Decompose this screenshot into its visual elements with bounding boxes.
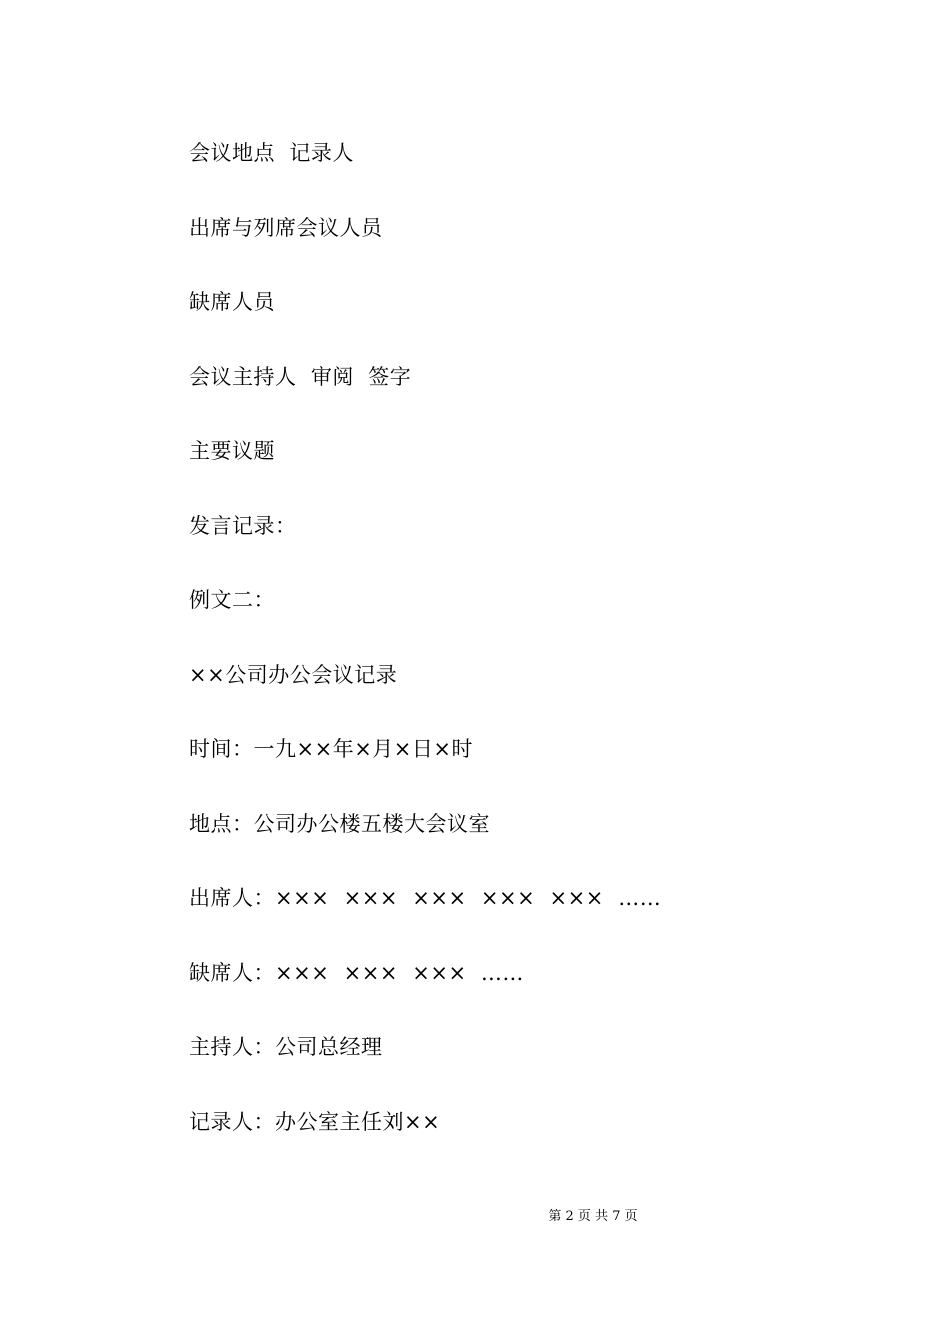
absentees-line: 缺席人员 <box>189 290 275 314</box>
record-title: ××公司办公会议记录 <box>189 662 398 687</box>
speech-record-line: 发言记录： <box>189 513 297 538</box>
present-line: 出席人：××× ××× ××× ××× ××× …… <box>189 886 662 910</box>
time-line: 时间：一九××年×月×日×时 <box>189 737 473 761</box>
main-topics-line: 主要议题 <box>189 439 275 463</box>
host-review-sign-line: 会议主持人 审阅 签字 <box>189 364 412 389</box>
recorder-line: 记录人：办公室主任刘×× <box>189 1109 441 1134</box>
example-two-heading: 例文二： <box>189 588 275 612</box>
meeting-location-recorder-line: 会议地点 记录人 <box>189 141 354 165</box>
absent-line: 缺席人：××× ××× ××× …… <box>189 960 524 985</box>
attendees-line: 出席与列席会议人员 <box>189 215 383 240</box>
location-line: 地点：公司办公楼五楼大会议室 <box>189 811 490 836</box>
host-line: 主持人：公司总经理 <box>189 1035 383 1059</box>
page-number-footer: 第 2 页 共 7 页 <box>548 1209 638 1224</box>
document-body <box>189 138 829 1181</box>
